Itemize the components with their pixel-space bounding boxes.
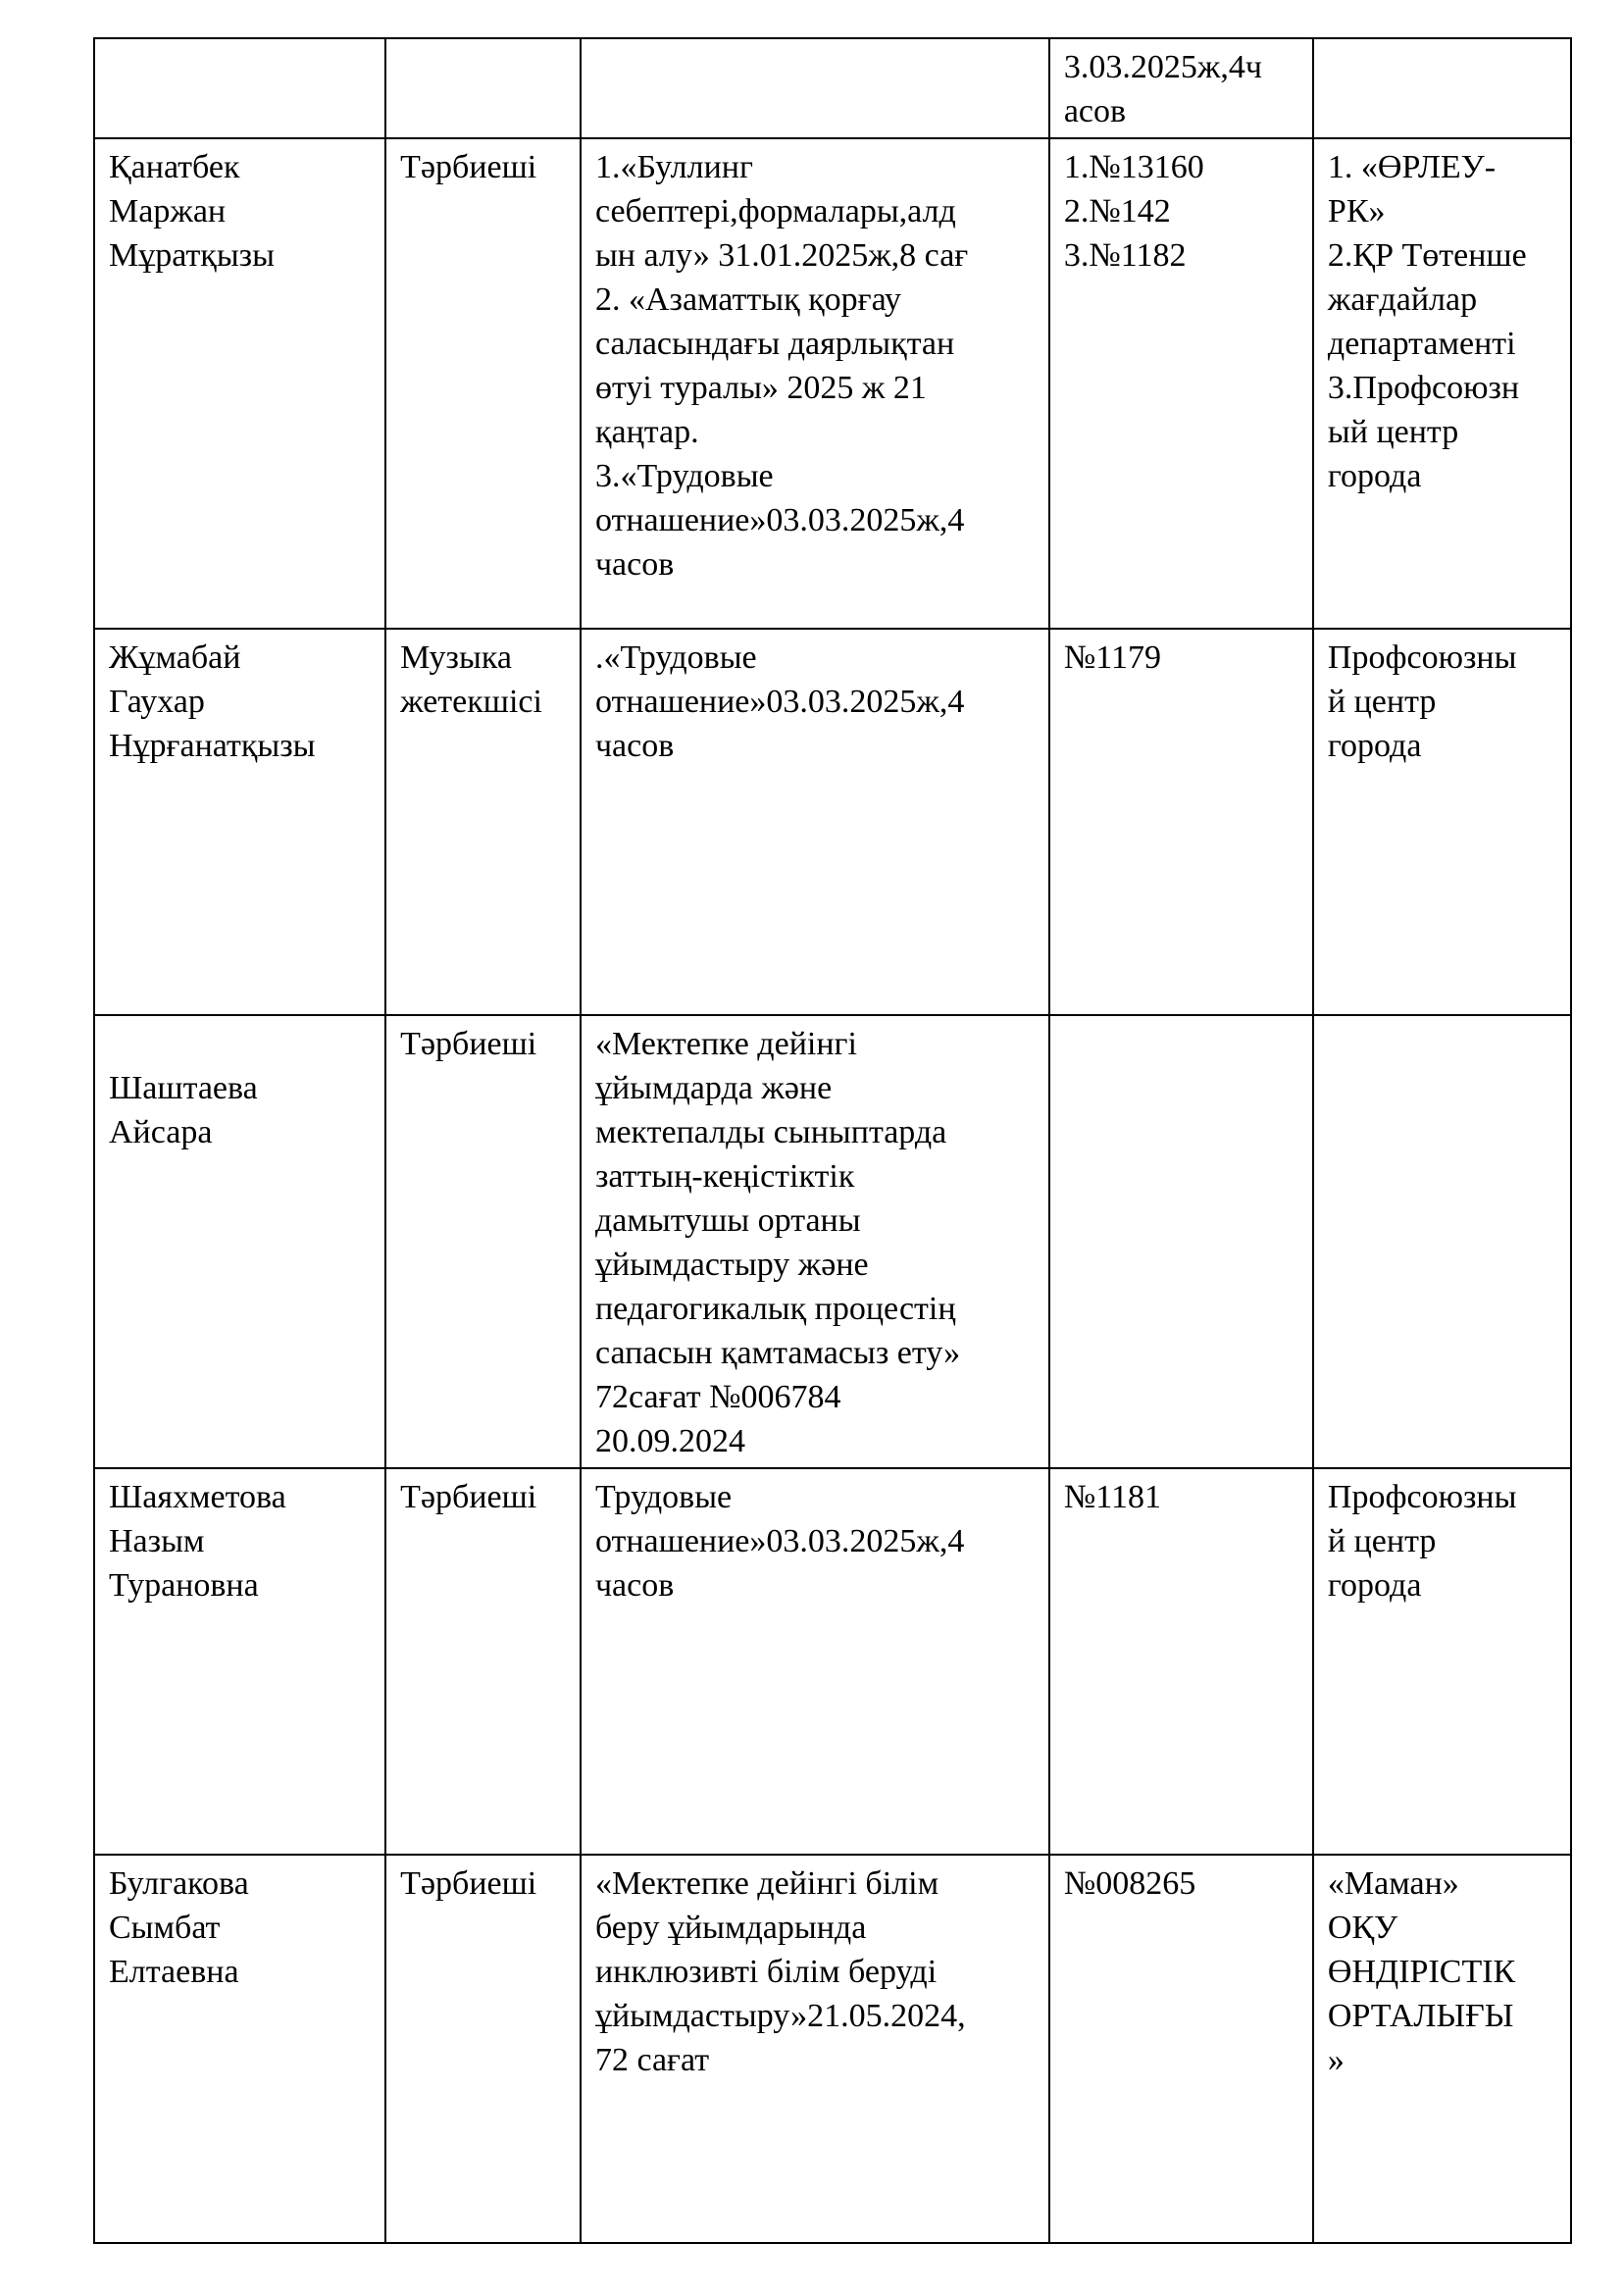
organization-line: РК»: [1327, 193, 1386, 230]
organization-line: департаменті: [1327, 326, 1516, 362]
organization-line: ӨНДІРІСТІК: [1327, 1954, 1516, 1990]
certificate-line: №1179: [1063, 639, 1162, 676]
name-cell: [94, 1468, 385, 1855]
position-line: Тәрбиеші: [400, 1479, 537, 1515]
organization-line: 3.Профсоюзн: [1327, 370, 1520, 406]
name-line: Нұрғанатқызы: [109, 728, 316, 764]
certificate-line: 1.№13160: [1063, 149, 1204, 185]
course-line: Трудовые: [594, 1479, 733, 1515]
certificate-cell: [1049, 1015, 1313, 1468]
name-line: Шаяхметова: [109, 1479, 286, 1515]
course-cell: [581, 1468, 1049, 1855]
course-line: ұйымдастыру және: [594, 1247, 869, 1283]
position-cell: [385, 1468, 581, 1855]
organization-line: города: [1327, 1567, 1422, 1604]
organization-line: й центр: [1327, 684, 1437, 720]
course-line: часов: [594, 546, 675, 583]
name-line: Айсара: [109, 1114, 213, 1150]
course-line: часов: [594, 1567, 675, 1604]
course-line: 72сағат №006784: [594, 1379, 841, 1415]
certificate-line: 2.№142: [1063, 193, 1171, 230]
course-line: қаңтар.: [594, 414, 699, 450]
course-line: педагогикалық процестің: [594, 1291, 956, 1327]
course-line: отнашение»03.03.2025ж,4: [594, 502, 965, 538]
position-cell: [385, 1855, 581, 2243]
course-line: инклюзивті білім беруді: [594, 1954, 938, 1990]
name-line: Маржан: [109, 193, 227, 230]
certificate-line: 3.№1182: [1063, 237, 1187, 274]
organization-cell: [1313, 38, 1571, 138]
course-line: .«Трудовые: [594, 639, 757, 676]
name-line: Жұмабай: [109, 639, 241, 676]
table-row: [94, 1468, 1571, 1855]
course-line: сапасын қамтамасыз ету»: [594, 1335, 961, 1371]
organization-line: 1. «ӨРЛЕУ-: [1327, 149, 1497, 185]
certificate-cell: [1049, 1855, 1313, 2243]
course-cell: [581, 138, 1049, 629]
organization-line: ый центр: [1327, 414, 1459, 450]
course-line: 2. «Азаматтық қорғау: [594, 281, 901, 318]
organization-cell: [1313, 138, 1571, 629]
course-line: беру ұйымдарында: [594, 1910, 867, 1946]
position-line: Тәрбиеші: [400, 1026, 537, 1062]
position-line: жетекшісі: [400, 684, 542, 720]
organization-line: 2.ҚР Төтенше: [1327, 237, 1527, 274]
course-line: 3.«Трудовые: [594, 458, 774, 494]
organization-cell: [1313, 1468, 1571, 1855]
course-line: себептері,формалары,алд: [594, 193, 956, 230]
name-cell: [94, 38, 385, 138]
course-line: 20.09.2024: [594, 1423, 745, 1459]
position-cell: [385, 38, 581, 138]
course-cell: [581, 1015, 1049, 1468]
organization-line: ОРТАЛЫҒЫ: [1327, 1998, 1514, 2034]
name-cell: [94, 1855, 385, 2243]
course-line: ұйымдастыру»21.05.2024,: [594, 1998, 966, 2034]
name-line: Шаштаева: [109, 1070, 258, 1106]
name-cell: [94, 629, 385, 1015]
course-line: часов: [594, 728, 675, 764]
position-cell: [385, 1015, 581, 1468]
course-line: өтуі туралы» 2025 ж 21: [594, 370, 927, 406]
name-line: Булгакова: [109, 1865, 249, 1902]
course-line: саласындағы даярлықтан: [594, 326, 955, 362]
organization-line: города: [1327, 458, 1422, 494]
position-line: Тәрбиеші: [400, 149, 537, 185]
staff-training-table: [93, 37, 1572, 2244]
organization-line: Профсоюзны: [1327, 1479, 1517, 1515]
table-row: [94, 1015, 1571, 1468]
organization-line: «Маман»: [1327, 1865, 1459, 1902]
position-cell: [385, 138, 581, 629]
organization-cell: [1313, 1855, 1571, 2243]
certificate-line: №008265: [1063, 1865, 1196, 1902]
name-line: Турановна: [109, 1567, 259, 1604]
organization-line: жағдайлар: [1327, 281, 1478, 318]
organization-line: »: [1327, 2042, 1345, 2078]
table-row: [94, 1855, 1571, 2243]
course-cell: [581, 1855, 1049, 2243]
course-line: отнашение»03.03.2025ж,4: [594, 684, 965, 720]
position-line: Тәрбиеші: [400, 1865, 537, 1902]
certificate-line: асов: [1063, 93, 1127, 129]
position-cell: [385, 629, 581, 1015]
certificate-line: №1181: [1063, 1479, 1162, 1515]
table-row: [94, 138, 1571, 629]
name-cell: [94, 138, 385, 629]
table-row: [94, 38, 1571, 138]
certificate-line: 3.03.2025ж,4ч: [1063, 49, 1262, 85]
course-line: 72 сағат: [594, 2042, 710, 2078]
course-line: мектепалды сыныптарда: [594, 1114, 947, 1150]
course-line: ұйымдарда және: [594, 1070, 833, 1106]
course-line: отнашение»03.03.2025ж,4: [594, 1523, 965, 1559]
course-line: 1.«Буллинг: [594, 149, 753, 185]
course-cell: [581, 38, 1049, 138]
course-cell: [581, 629, 1049, 1015]
table-row: [94, 629, 1571, 1015]
name-line: Қанатбек: [109, 149, 240, 185]
name-cell: [94, 1015, 385, 1468]
organization-line: ОҚУ: [1327, 1910, 1398, 1946]
name-line: Гаухар: [109, 684, 205, 720]
course-line: «Мектепке дейінгі білім: [594, 1865, 939, 1902]
certificate-cell: [1049, 1468, 1313, 1855]
name-line: Елтаевна: [109, 1954, 239, 1990]
organization-cell: [1313, 1015, 1571, 1468]
organization-line: Профсоюзны: [1327, 639, 1517, 676]
course-line: дамытушы ортаны: [594, 1202, 861, 1239]
organization-line: й центр: [1327, 1523, 1437, 1559]
certificate-cell: [1049, 629, 1313, 1015]
certificate-cell: [1049, 38, 1313, 138]
position-line: Музыка: [400, 639, 512, 676]
name-line: Сымбат: [109, 1910, 221, 1946]
organization-cell: [1313, 629, 1571, 1015]
course-line: ын алу» 31.01.2025ж,8 сағ: [594, 237, 969, 274]
course-line: «Мектепке дейінгі: [594, 1026, 857, 1062]
organization-line: города: [1327, 728, 1422, 764]
name-line: Назым: [109, 1523, 205, 1559]
name-line: Мұратқызы: [109, 237, 275, 274]
certificate-cell: [1049, 138, 1313, 629]
course-line: заттың-кеңістіктік: [594, 1158, 855, 1195]
